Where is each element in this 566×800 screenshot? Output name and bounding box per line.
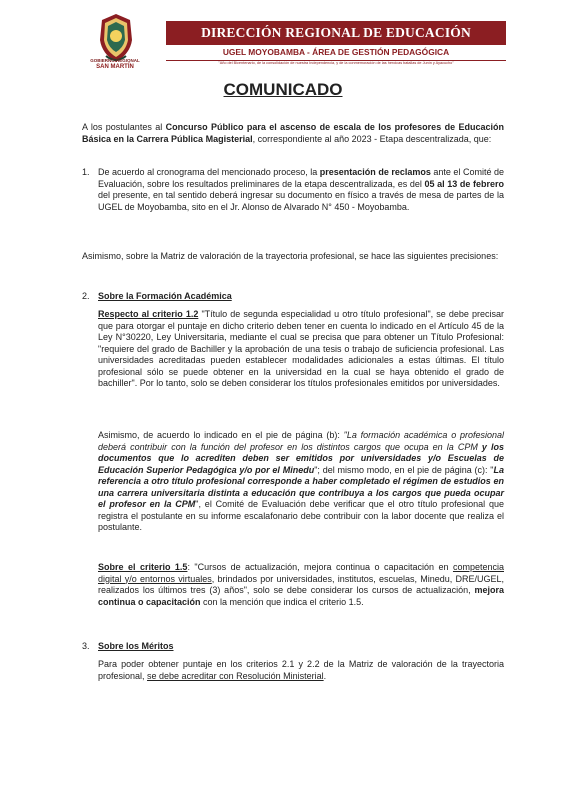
item-1-text-2: ante el Comité de Evaluación, sobre los resultados preliminares de la etapa descentralizada, es del (98, 167, 504, 189)
item-3-heading (98, 641, 174, 653)
footnote-paragraph (98, 430, 504, 534)
criterio-1-5-paragraph (98, 562, 504, 608)
criterio-1-5-text: : "Cursos de actualización, mejora continua o capacitación en (187, 562, 453, 572)
criterio-1-5-underline: competencia digital y/o entornos virtuales (98, 562, 504, 584)
also-paragraph: Asimismo, sobre la Matriz de valoración de la trayectoria profesional, se hace las siguientes precisiones: (82, 251, 499, 261)
logo-caption (84, 58, 146, 70)
criterio-1-5-text-2: , brindados por universidades, institutos, escuelas, Minedu, DRE/UGEL, realizados los últimos tres (3) años", solo se debe considerar los cursos de actualización, (98, 573, 504, 595)
item-1-bold-reclamos: presentación de reclamos (319, 167, 431, 177)
item-1-bold-dates: 05 al 13 de febrero (424, 178, 504, 189)
footnote-italic: "La formación académica o profesional deberá contribuir con la función del profesor en los distintos cargos que ocupa en la CPM (98, 430, 505, 452)
page-title: COMUNICADO (223, 80, 343, 99)
item-2-heading (98, 291, 232, 303)
header-title-band (166, 21, 506, 45)
item-1-text-3: del presente, en tal sentido deberá ingresar su documento en físico a través de mesa de partes de la UGEL de Moyobamba, sito en el Jr. Alonso de Alvarado N° 450 - Moyobamba. (98, 190, 504, 212)
item-1-text: De acuerdo al cronograma del mencionado proceso, la (98, 167, 320, 177)
item-2-heading-text: Sobre la Formación Académica (98, 291, 232, 301)
criterio-1-5-text-3: con la mención que indica el criterio 1.5. (200, 596, 364, 607)
header-title: DIRECCIÓN REGIONAL DE EDUCACIÓN (201, 25, 471, 40)
header-subtitle-band (166, 46, 506, 61)
criterio-1-2-text: "Título de segunda especialidad u otro título profesional", se debe precisar que para otorgar el puntaje en dicho criterio deben tener en cuenta lo indicado en el Artículo 45 de la Ley N°30220, Ley Universitaria, mediante el cual se precisa que para obtener un Título Profesional: "requiere del grado de Bachiller y la aprobación de una tesis o trabajo de suficiencia profesional. Las universidades acreditadas pueden establecer modalidades adicionales a estas últimas. El título profesional sólo se puede obtener en la universidad en la cual se haya obtenido el grado de bachiller". Por lo tanto, solo se deben considerar los títulos profesionales emitidos por universidades. (98, 309, 504, 388)
item-2-number: 2. (82, 291, 90, 301)
item-3-paragraph (98, 659, 504, 682)
letterhead (0, 0, 566, 78)
footnote-bold-italic-1: y los documentos que lo acrediten deben ser emitidos por universidades y/o Escuelas de Educación Superior Pedagógica y/o por el Minedu (98, 441, 504, 475)
criterio-1-5-bold: mejora continua o capacitación (98, 585, 504, 607)
header-motto: "Año del Bicentenario, de la consolidación de nuestra Independencia, y de la conmemoración de las heroicas batallas de Junín y Ayacucho" (218, 61, 454, 65)
footnote-text-2: "; del mismo modo, en el pie de página (c): " (314, 464, 494, 475)
item-3-underline: se debe acreditar con Resolución Ministerial (147, 670, 324, 681)
item-3-heading-text: Sobre los Méritos (98, 641, 174, 651)
criterio-1-2-paragraph (98, 309, 504, 390)
item-3-text: Para poder obtener puntaje en los criterios 2.1 y 2.2 de la Matriz de valoración de la trayectoria profesional, (98, 659, 504, 681)
intro-text: A los postulantes al (82, 122, 166, 132)
item-3-number: 3. (82, 641, 90, 651)
footnote-text: Asimismo, de acuerdo lo indicado en el pie de página (b): (98, 430, 344, 440)
intro-paragraph (82, 122, 504, 145)
item-3-text-end: . (323, 670, 327, 681)
criterio-1-2-lead: Respecto al criterio 1.2 (98, 309, 199, 319)
logo-line-2: SAN MARTÍN (96, 64, 134, 70)
footnote-text-3: ", el Comité de Evaluación debe verificar que el otro título profesional que registra el postulante en su informe escalafonario debe contribuir con la labor docente que realiza el postulante. (98, 499, 504, 532)
intro-text-end: , correspondiente al año 2023 - Etapa descentralizada, que: (252, 133, 492, 144)
logo-line-1: GOBIERNO REGIONAL (90, 58, 140, 63)
regional-government-emblem-icon (96, 12, 136, 64)
item-1-paragraph (98, 167, 504, 213)
item-1-number: 1. (82, 167, 90, 177)
intro-bold: Concurso Público para el ascenso de escala de los profesores de Educación Básica en la Carrera Pública Magisterial (82, 122, 504, 144)
criterio-1-5-lead: Sobre el criterio 1.5 (98, 562, 188, 572)
footnote-bold-italic-2: La referencia a otro título profesional corresponde a haber completado el régimen de estudios en una carrera universitaria distinta a educación que contribuya a los cargos que pueda ocupar el profesor en la CPM (98, 464, 504, 509)
header-subtitle: UGEL MOYOBAMBA - ÁREA DE GESTIÓN PEDAGÓGICA (222, 47, 450, 57)
